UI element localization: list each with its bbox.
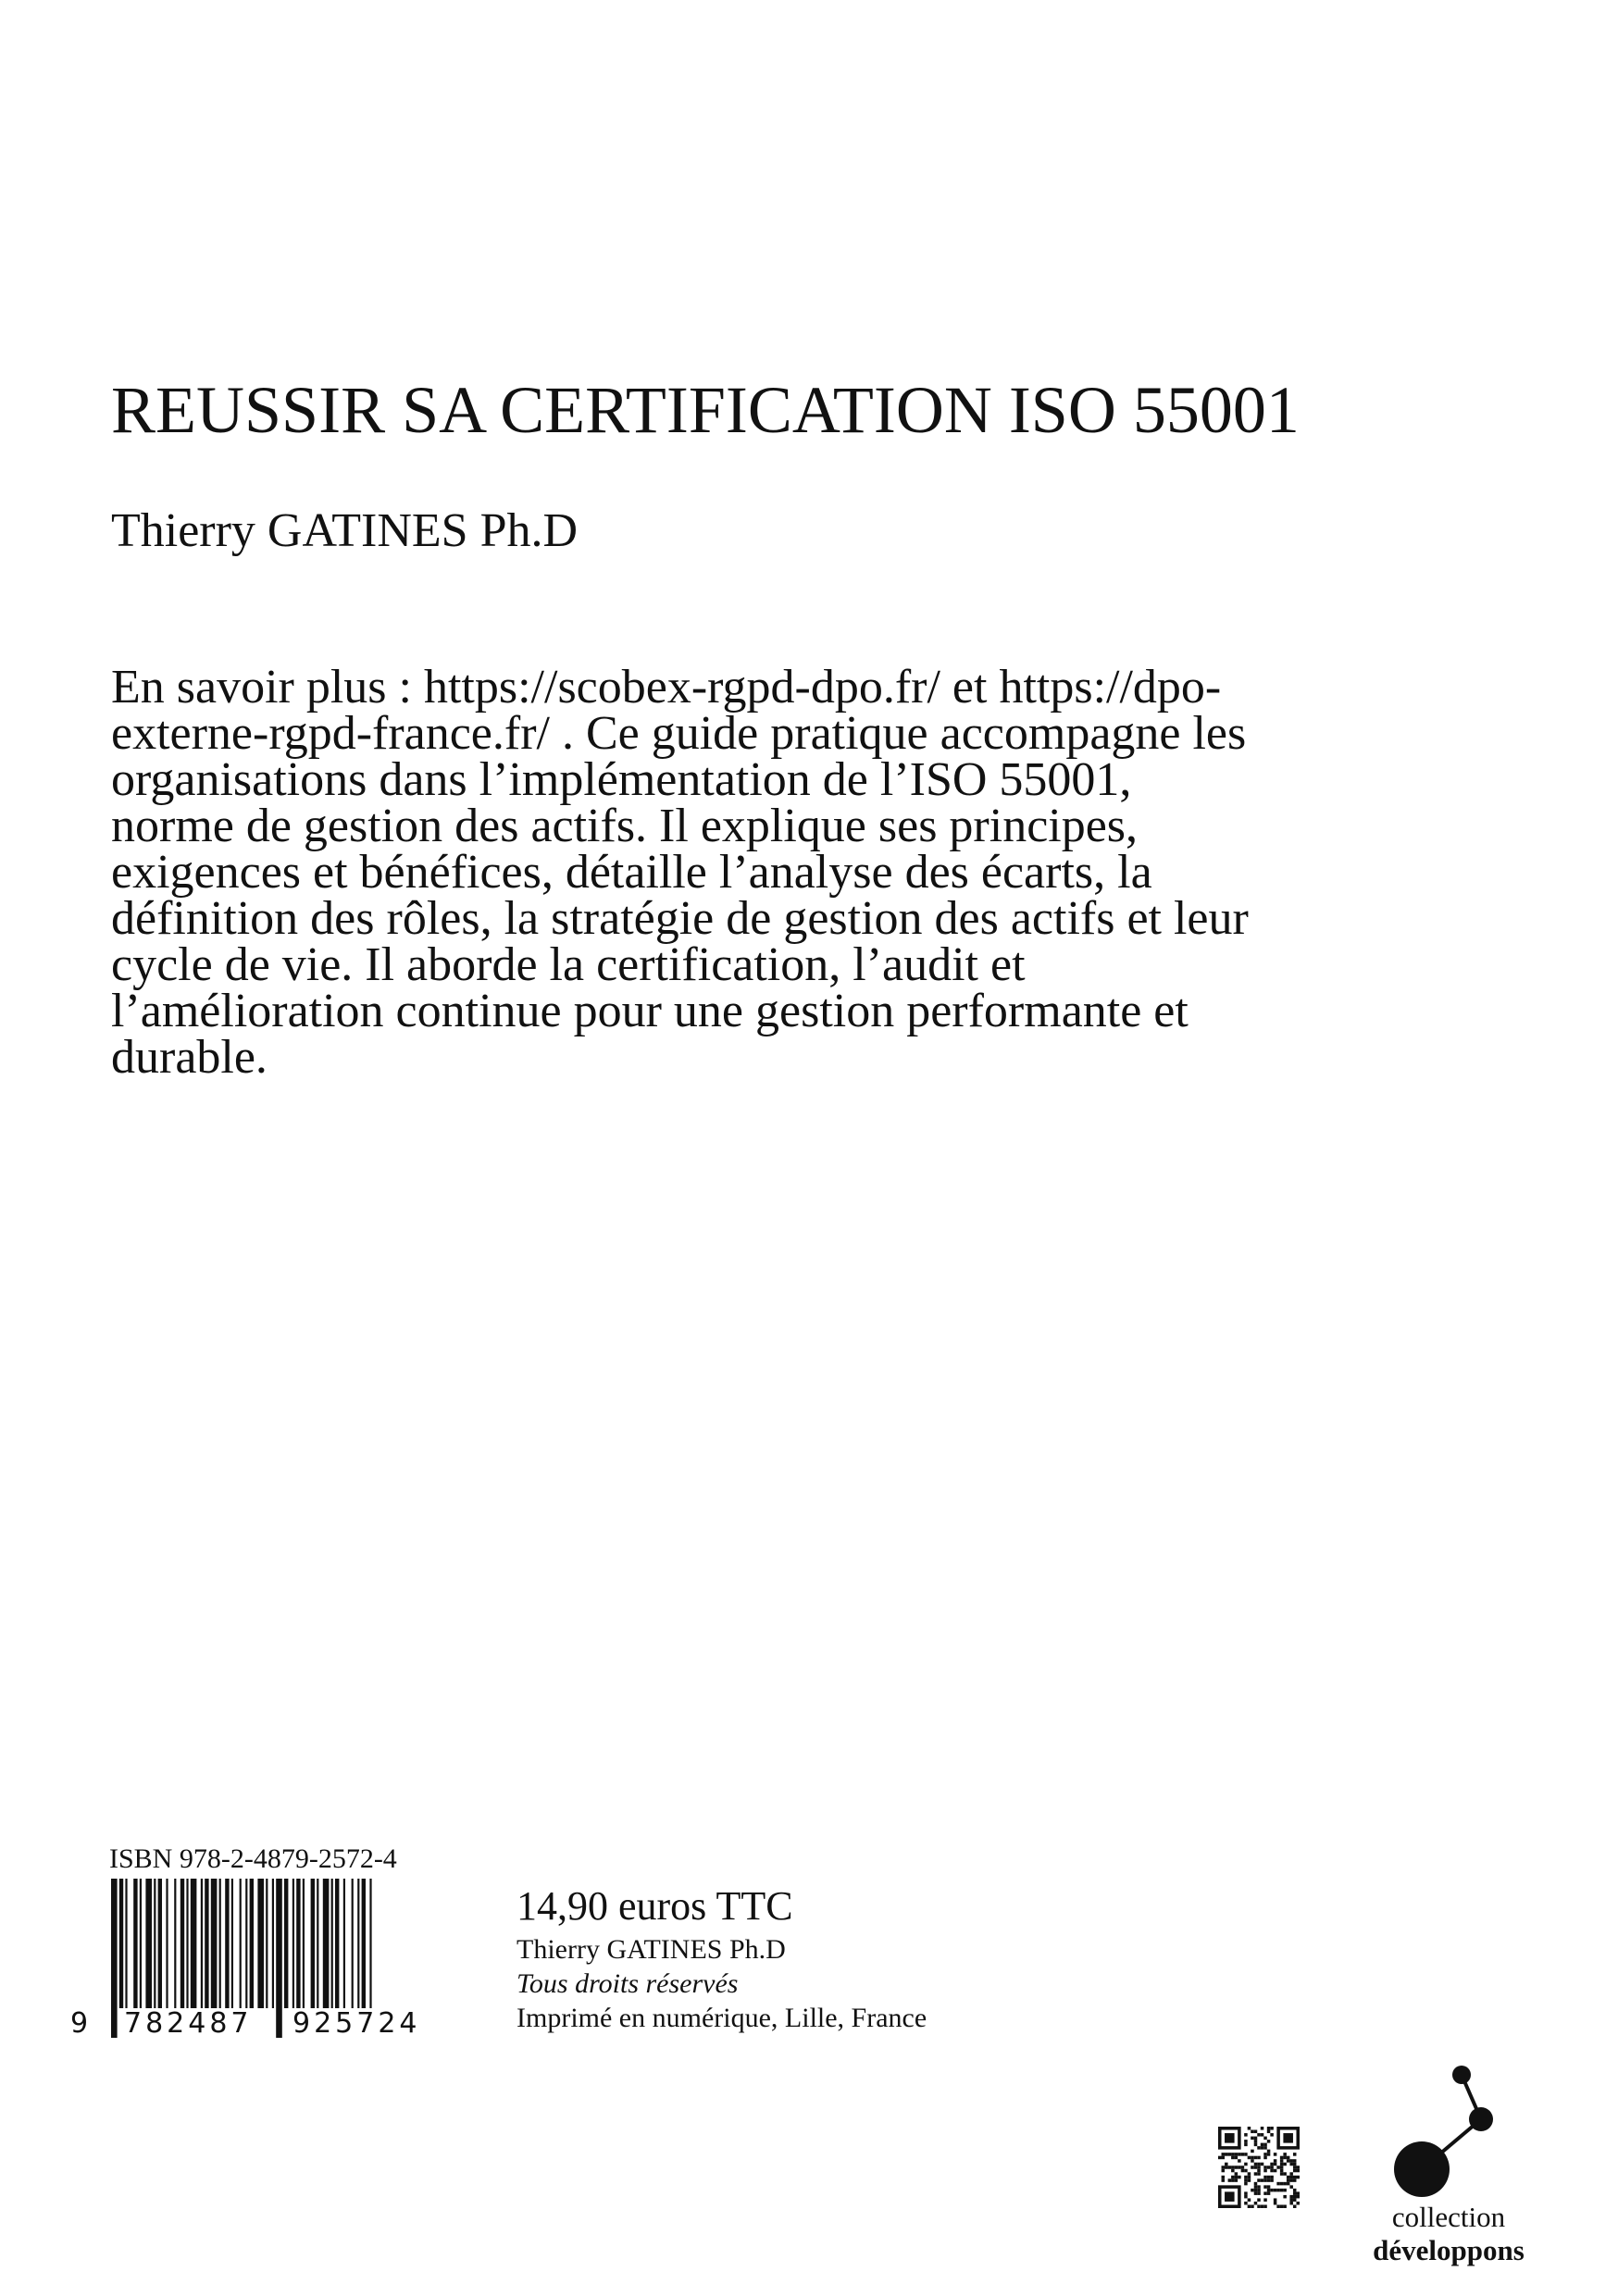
- barcode-digits-left: 782487: [124, 2007, 253, 2040]
- isbn-label: ISBN 978-2-4879-2572-4: [109, 1843, 397, 1874]
- barcode-digits-right: 925724: [292, 2007, 421, 2040]
- imprint-author: Thierry GATINES Ph.D: [517, 1934, 786, 1965]
- barcode: [68, 1879, 455, 2041]
- molecule-logo-icon: [1377, 2062, 1507, 2201]
- imprint-printing: Imprimé en numérique, Lille, France: [517, 2003, 927, 2033]
- book-author: Thierry GATINES Ph.D: [111, 504, 579, 557]
- collection-logo-text: [1333, 2201, 1564, 2266]
- qr-code-icon: [1218, 2127, 1300, 2208]
- price: 14,90 euros TTC: [517, 1883, 793, 1929]
- book-title: REUSSIR SA CERTIFICATION ISO 55001: [111, 373, 1300, 447]
- collection-label: collection: [1391, 2201, 1506, 2233]
- imprint-rights: Tous droits réservés: [517, 1968, 739, 1999]
- book-blurb: En savoir plus : https://scobex-rgpd-dpo.fr/ et https://dpo-externe-rgpd-france.fr/ . Ce guide pratique accompagne les organisations dans l’implémentation de l’ISO 55001, norme de gestion des actifs. Il explique ses principes, exigences et bénéfices, détaille l’analyse des écarts, la définition des rôles, la stratégie de gestion des actifs et leur cycle de vie. Il aborde la certification, l’audit et l’amélioration continue pour une gestion performante et durable.: [111, 661, 1249, 1084]
- barcode-digit-first: 9: [70, 2007, 89, 2040]
- collection-name: développons: [1373, 2233, 1525, 2266]
- barcode-digits: [68, 2008, 455, 2040]
